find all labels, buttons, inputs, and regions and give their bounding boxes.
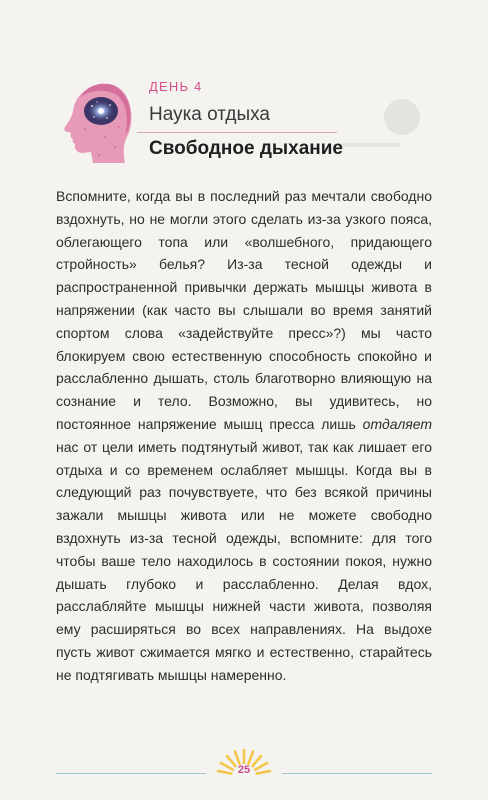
body-paragraph (56, 185, 432, 687)
body-text-part-1: Вспомните, когда вы в последний раз мечтали свободно вздохнуть, но не могли этого сделать из-за узкого пояса, облегающего топа или «волшебного, придающего стройность» белья? Из-за тесной одежды и распространенной привычки держать мышцы живота в напряжении (как часто вы слышали во время занятий спортом слова «задействуйте пресс»?) мы часто блокируем свою естественную способность спокойно и расслабленно дышать, столь благотворно влияющую на сознание и тело. Возможно, вы удивитесь, но постоянное напряжение мышц пресса лишь (56, 188, 432, 432)
header-divider (137, 132, 337, 133)
page-number: 25 (237, 764, 251, 776)
chapter-header (55, 72, 355, 172)
section-title: Свободное дыхание (149, 138, 343, 159)
show-through-decoration (330, 95, 440, 155)
day-label: ДЕНЬ 4 (149, 79, 203, 94)
chapter-subtitle: Наука отдыха (149, 104, 270, 125)
footer-rule-right (282, 773, 432, 774)
footer-rule-left (56, 773, 206, 774)
body-text-part-2: нас от цели иметь подтянутый живот, так как лишает его отдыха и со временем ослабляет мышцы. Когда вы в следующий раз почувствуете, что без всякой причины зажали мышцы живота или не можете свободно вздохнуть из-за тесной одежды, вспомните: для того чтобы ваше тело находилось в состоянии покоя, нужно дышать глубоко и расслабленно. Делая вдох, расслабляйте мышцы нижней части живота, позволяя ему расширяться во всех направлениях. На выдохе пусть живот сжимается мягко и естественно, старайтесь не подтягивать мышцы намеренно. (56, 438, 432, 683)
page-footer (0, 740, 488, 780)
head-brain-icon (55, 77, 137, 167)
emphasized-word: отдаляет (362, 415, 432, 432)
